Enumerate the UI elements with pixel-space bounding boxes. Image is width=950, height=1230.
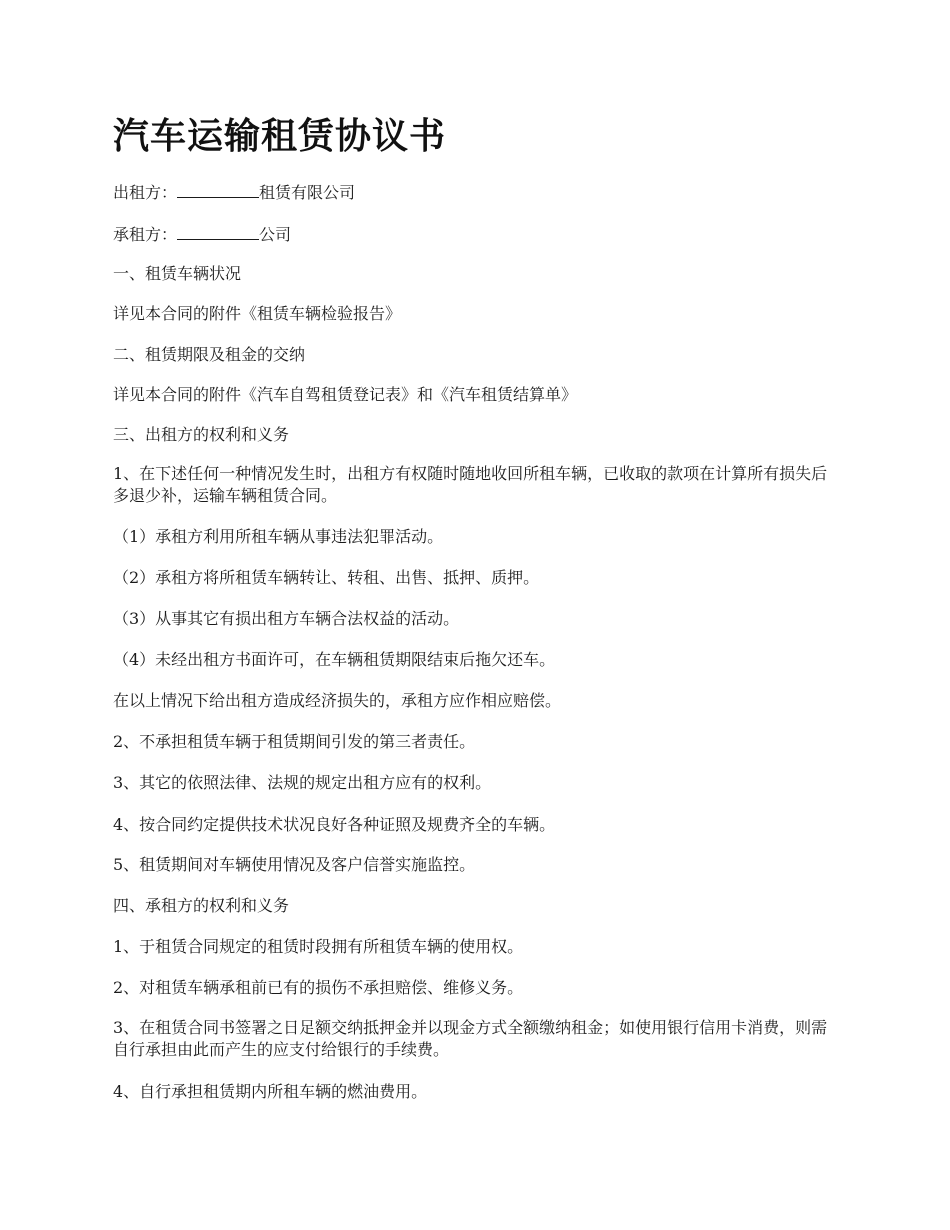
clause: 2、对租赁车辆承租前已有的损伤不承担赔偿、维修义务。	[113, 978, 524, 997]
clause: 4、自行承担租赁期内所租车辆的燃油费用。	[113, 1082, 428, 1101]
section-heading: 四、承租方的权利和义务	[113, 896, 290, 915]
lessor-line	[113, 181, 355, 204]
clause: 4、按合同约定提供技术状况良好各种证照及规费齐全的车辆。	[113, 815, 556, 834]
clause: 5、租赁期间对车辆使用情况及客户信誉实施监控。	[113, 855, 476, 874]
paragraph: 详见本合同的附件《租赁车辆检验报告》	[113, 304, 402, 323]
lessor-name-blank	[177, 181, 259, 198]
clause: 1、于租赁合同规定的租赁时段拥有所租赁车辆的使用权。	[113, 937, 524, 956]
paragraph: 详见本合同的附件《汽车自驾租赁登记表》和《汽车租赁结算单》	[113, 385, 578, 404]
lessee-name-blank	[177, 223, 259, 240]
document-title: 汽车运输租赁协议书	[113, 115, 447, 157]
section-heading: 二、租赁期限及租金的交纳	[113, 345, 306, 364]
clause: 3、在租赁合同书签署之日足额交纳抵押金并以现金方式全额缴纳租金；如使用银行信用卡消费，则需自行承担由此而产生的应支付给银行的手续费。	[113, 1018, 828, 1059]
section-heading: 一、租赁车辆状况	[113, 264, 242, 283]
clause: 3、其它的依照法律、法规的规定出租方应有的权利。	[113, 773, 492, 792]
sub-clause: （4）未经出租方书面许可，在车辆租赁期限结束后拖欠还车。	[113, 650, 556, 669]
clause: 1、在下述任何一种情况发生时，出租方有权随时随地收回所租车辆，已收取的款项在计算所有损失后多退少补，运输车辆租赁合同。	[113, 464, 828, 505]
sub-clause: （2）承租方将所租赁车辆转让、转租、出售、抵押、质押。	[113, 568, 540, 587]
clause: 2、不承担租赁车辆于租赁期间引发的第三者责任。	[113, 732, 476, 751]
lessee-line	[113, 223, 291, 246]
lessee-label: 承租方：	[113, 225, 178, 244]
paragraph: 在以上情况下给出租方造成经济损失的，承租方应作相应赔偿。	[113, 691, 562, 710]
section-heading: 三、出租方的权利和义务	[113, 425, 290, 444]
lessee-suffix: 公司	[259, 225, 292, 244]
sub-clause: （3）从事其它有损出租方车辆合法权益的活动。	[113, 609, 460, 628]
lessor-suffix: 租赁有限公司	[259, 183, 356, 202]
lessor-label: 出租方：	[113, 183, 178, 202]
sub-clause: （1）承租方利用所租车辆从事违法犯罪活动。	[113, 527, 444, 546]
